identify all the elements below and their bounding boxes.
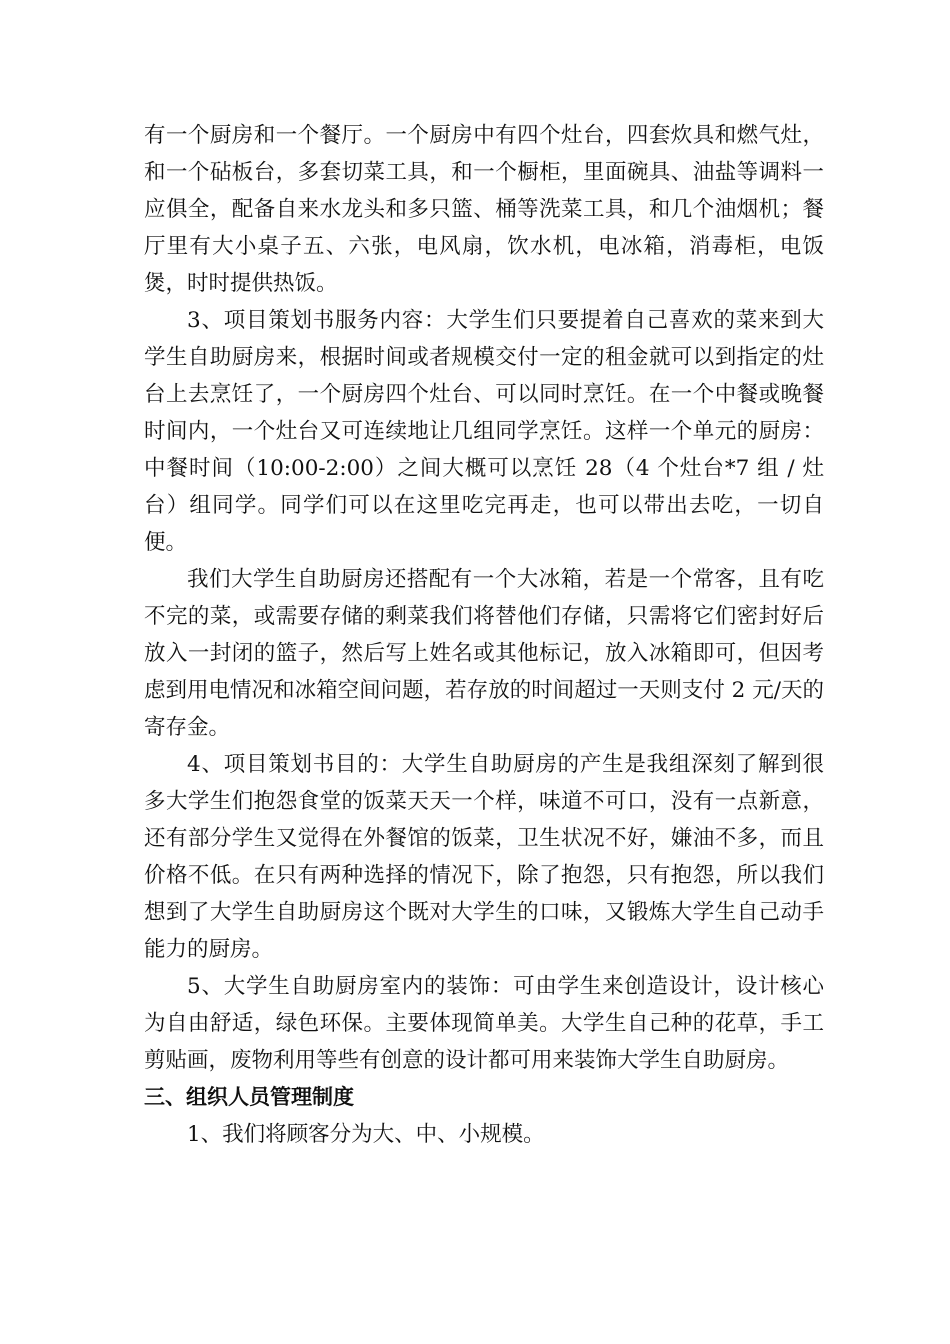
section-heading: 三、组织人员管理制度: [144, 1085, 354, 1109]
paragraph-fridge-storage: 我们大学生自助厨房还搭配有一个大冰箱，若是一个常客，且有吃不完的菜，或需要存储的剩菜我们将替他们存储，只需将它们密封好后放入一封闭的篮子，然后写上姓名或其他标记，放入冰箱即可，但因考虑到用电情况和冰箱空间问题，若存放的时间超过一天则支付 2 元/天的寄存金。: [144, 567, 824, 740]
document-body: [144, 117, 824, 1153]
paragraph-facilities-continued: 有一个厨房和一个餐厅。一个厨房中有四个灶台，四套炊具和燃气灶，和一个砧板台，多套切菜工具，和一个橱柜，里面碗具、油盐等调料一应俱全，配备自来水龙头和多只篮、桶等洗菜工具，和几个油烟机；餐厅里有大小桌子五、六张，电风扇，饮水机，电冰箱，消毒柜，电饭煲，时时提供热饭。: [144, 123, 824, 296]
paragraph-service-content: 3、项目策划书服务内容：大学生们只要提着自己喜欢的菜来到大学生自助厨房来，根据时间或者规模交付一定的租金就可以到指定的灶台上去烹饪了，一个厨房四个灶台、可以同时烹饪。在一个中餐或晚餐时间内，一个灶台又可连续地让几组同学烹饪。这样一个单元的厨房：中餐时间（10:00-2:00）之间大概可以烹饪 28（4 个灶台*7 组 / 灶台）组同学。同学们可以在这里吃完再走，也可以带出去吃，一切自便。: [144, 308, 824, 555]
paragraph-project-purpose: 4、项目策划书目的：大学生自助厨房的产生是我组深刻了解到很多大学生们抱怨食堂的饭菜天天一个样，味道不可口，没有一点新意，还有部分学生又觉得在外餐馆的饭菜，卫生状况不好，嫌油不多，而且价格不低。在只有两种选择的情况下，除了抱怨，只有抱怨，所以我们想到了大学生自助厨房这个既对大学生的口味，又锻炼大学生自己动手能力的厨房。: [144, 752, 824, 962]
paragraph-customer-scale: 1、我们将顾客分为大、中、小规模。: [187, 1122, 545, 1147]
paragraph-interior-decoration: 5、大学生自助厨房室内的装饰：可由学生来创造设计，设计核心为自由舒适，绿色环保。主要体现简单美。大学生自己种的花草，手工剪贴画，废物利用等些有创意的设计都可用来装饰大学生自助厨房。: [144, 974, 824, 1073]
